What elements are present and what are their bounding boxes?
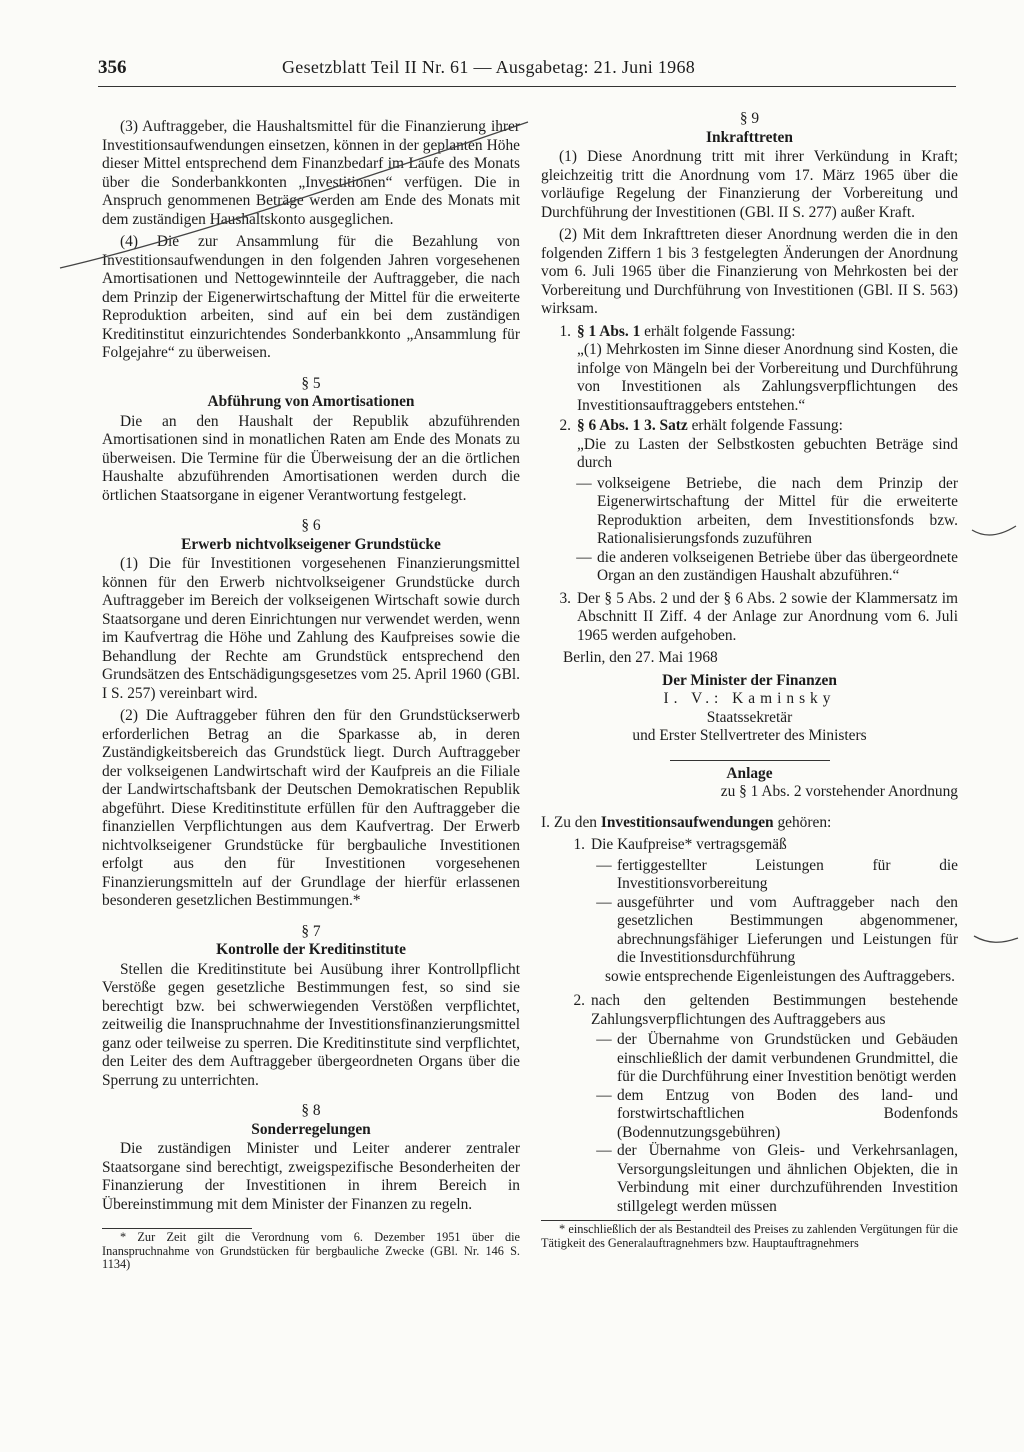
page-number: 356 bbox=[98, 57, 127, 78]
item-1-lead: erhält folgende Fassung: bbox=[640, 322, 796, 340]
divider bbox=[670, 760, 830, 761]
item-number: 2. bbox=[573, 992, 585, 1009]
place-date: Berlin, den 27. Mai 1968 bbox=[563, 649, 718, 666]
item-1-reference: § 1 Abs. 1 bbox=[577, 322, 641, 340]
dash-item: — ausgeführter und vom Auftraggeber nach den gesetzlichen Bestimmungen abgenommener, abrechnungsfähiger Lieferungen und Leistungen für die Investitionsdurchführung bbox=[596, 893, 958, 966]
section-7-text: Stellen die Kreditinstitute bei Ausübung ihrer Kontrollpflicht Verstöße gegen gesetzliche Bestimmungen fest, so sind sie berechtigt bzw. bei schwerwiegenden Verstößen verpflichtet, zeitweilig die Inanspruchnahme der Investitionsfinanzierungsmittel ganz oder teilweise zu sperren. Die Kreditinstitute sind verpflichtet, den Leiter des dem Auftraggeber übergeordneten Organs über die Sperrung zu unterrichten. bbox=[102, 960, 520, 1089]
section-9-paragraph-2: (2) Mit dem Inkrafttreten dieser Anordnung werden die in den folgenden Ziffern 1 bis 3 festgelegten Änderungen der Anordnung vom 6. Juli 1965 über die Finanzierung von Mehrkosten bei der Vorbereitung und Durchführung von Investitionen (GBl. II S. 563) wirksam. bbox=[541, 226, 958, 317]
footnote-rule bbox=[541, 1220, 691, 1221]
section-5-number: § 5 bbox=[301, 374, 321, 392]
item-number: 2. bbox=[559, 417, 571, 434]
footnote-left: * Zur Zeit gilt die Verordnung vom 6. Dezember 1951 über die Inanspruchnahme von Grundstücken für bergbauliche Zwecke (GBl. Nr. 146 S. 1134) bbox=[102, 1230, 520, 1271]
annex-item-1-tail: sowie entsprechende Eigenleistungen des Auftraggebers. bbox=[605, 967, 956, 985]
section-5-title: Abführung von Amortisationen bbox=[207, 393, 415, 410]
amendment-item-1 bbox=[541, 323, 958, 416]
annex-heading bbox=[541, 814, 958, 833]
annex-title: Anlage bbox=[726, 764, 773, 782]
section-8-number: § 8 bbox=[301, 1102, 321, 1119]
amendment-item-2 bbox=[541, 417, 958, 473]
amendment-item-3 bbox=[541, 590, 958, 646]
item-2-reference: § 6 Abs. 1 3. Satz bbox=[577, 417, 688, 434]
annex-item-2-dash-3: der Übernahme von Gleis- und Verkehrsanlagen, Versorgungsleitungen und ähnlichen Objekten, die in Verbindung mit einer durchzuführenden Investition stillgelegt werden müssen bbox=[617, 1142, 958, 1215]
signer-role: und Erster Stellvertreter des Ministers bbox=[632, 727, 867, 744]
annex-reference: zu § 1 Abs. 2 vorstehender Anordnung bbox=[720, 783, 958, 800]
section-9-paragraph-1: (1) Diese Anordnung tritt mit ihrer Verkündung in Kraft; gleichzeitig tritt die Anordnung vom 17. März 1965 über die vorläufige Regelung der Finanzierung der Vorbereitung und Durchführung der Investitionen (GBl. II S. 277) außer Kraft. bbox=[541, 148, 958, 221]
item-2-dash-2: die anderen volkseigenen Betriebe über das übergeordnete Organ an den zuständigen Haushalt abzuführen.“ bbox=[597, 548, 958, 584]
annex-item-1 bbox=[555, 836, 958, 855]
section-5-text: Die an den Haushalt der Republik abzuführenden Amortisationen sind in monatlichen Raten am Ende des Monats zu überweisen. Die Termine für die Überweisung der an die örtlichen Haushalte abzuführenden Amortisationen werden durch die örtlichen Staatsorgane in eigener Verantwortung festgelegt. bbox=[102, 412, 520, 504]
section-6-number: § 6 bbox=[301, 517, 321, 534]
item-number: 1. bbox=[559, 322, 571, 340]
right-column bbox=[541, 110, 958, 1250]
section-6-paragraph-2: (2) Die Auftraggeber führen den für den Grundstückserwerb erforderlichen Betrag an die Sparkasse ab, in deren Zuständigkeitsbereich das Grundstück liegt. Durch Auftraggeber der volkseigenen Landwirtschaft wird der Kaufpreis an die Filiale der Landwirtschaftsbank der Deutschen Demokratischen Republik abgeführt. Diese Kreditinstitute erfüllen für den Auftraggeber die finanziellen Verpflichtungen aus dem Kaufvertrag. Der Erwerb nichtvolkseigener Grundstücke für bergbauliche Investitionen erfolgt aus den für Investitionen vorgesehenen Finanzierungsmitteln auf der Grundlage der hierfür erlassenen besonderen gesetzlichen Bestimmungen.* bbox=[102, 707, 520, 909]
section-7-number: § 7 bbox=[301, 922, 321, 940]
annex-item-2-text: nach den geltenden Bestimmungen bestehende Zahlungsverpflichtungen des Auftraggebers aus bbox=[591, 992, 958, 1028]
annex-item-1-dash-1: fertiggestellter Leistungen für die Investitionsvorbereitung bbox=[617, 856, 958, 892]
margin-tick-mark bbox=[972, 526, 1016, 535]
signer-title: Staatssekretär bbox=[706, 708, 793, 726]
paragraph-4: (4) Die zur Ansammlung für die Bezahlung von Investitionsaufwendungen in den folgenden Jahren vorgesehenen Amortisationen und Nettogewinnteile der Auftraggeber, die nach dem Prinzip der Eigenerwirtschaftung der Mittel für die erweiterte Reproduktion arbeiten, sind auf ein bei dem zuständigen Kreditinstitut einzurichtendes Sonderbankkonto „Ansammlung für Folgejahre“ zu überweisen. bbox=[102, 233, 520, 361]
annex-item-1-text: Die Kaufpreise* vertragsgemäß bbox=[591, 836, 787, 853]
dash-item: — der Übernahme von Gleis- und Verkehrsanlagen, Versorgungsleitungen und ähnlichen Objekten, die in Verbindung mit einer durchzuführenden Investition stillgelegt werden müssen bbox=[596, 1142, 958, 1215]
dash-item: — volkseigene Betriebe, die nach dem Prinzip der Eigenerwirtschaftung der Mittel für die erweiterte Reproduktion arbeiten, dem Investitionsfonds bzw. Rationalisierungsfonds zuzuführen bbox=[576, 474, 958, 547]
annex-item-2-dash-2: dem Entzug von Boden des land- und forstwirtschaftlichen Bodenfonds (Bodennutzungsgebühren) bbox=[617, 1086, 958, 1141]
dash-item: — die anderen volkseigenen Betriebe über das übergeordnete Organ an den zuständigen Haushalt abzuführen.“ bbox=[576, 548, 958, 584]
item-2-quote: „Die zu Lasten der Selbstkosten gebuchten Beträge sind durch bbox=[577, 435, 958, 471]
signer-organization: Der Minister der Finanzen bbox=[662, 671, 837, 689]
dash-item: — fertiggestellter Leistungen für die Investitionsvorbereitung bbox=[596, 856, 958, 892]
section-6-paragraph-1: (1) Die für Investitionen vorgesehenen Finanzierungsmittel können für den Erwerb nichtvolkseigener Grundstücke durch Auftraggeber im Bereich der volkseigenen Wirtschaft sowie durch Staatsorgane und deren Einrichtungen nur verwendet werden, wenn im Kaufvertrag die Höhe und Zahlung des Kaufpreises sowie die Behandlung der Rechte am Grundstück entsprechend den Grundsätzen des Entschädigungsgesetzes vom 25. April 1960 (GBl. I S. 257) vereinbart wird. bbox=[102, 555, 520, 702]
annex-heading-pre: I. Zu den bbox=[541, 813, 601, 831]
item-2-dash-1: volkseigene Betriebe, die nach dem Prinzip der Eigenerwirtschaftung der Mittel für die erweiterte Reproduktion arbeiten, dem Investitionsfonds bzw. Rationalisierungsfonds zuzuführen bbox=[597, 474, 958, 547]
annex-item-1-dash-2: ausgeführter und vom Auftraggeber nach den gesetzlichen Bestimmungen abgenommener, abrechnungsfähiger Lieferungen und Leistungen für die Investitionsdurchführung bbox=[617, 893, 958, 966]
section-7-title: Kontrolle der Kreditinstitute bbox=[216, 941, 406, 958]
dash-item: — der Übernahme von Grundstücken und Gebäuden einschließlich der damit verbundenen Grundmittel, die für die Durchführung einer Investition benötigt werden bbox=[596, 1031, 958, 1085]
annex-item-2 bbox=[555, 992, 958, 1029]
section-8-title: Sonderregelungen bbox=[251, 1120, 371, 1138]
annex-heading-post: gehören: bbox=[773, 813, 832, 831]
section-9-number: § 9 bbox=[739, 110, 760, 127]
section-8-text: Die zuständigen Minister und Leiter anderer zentraler Staatsorgane sind berechtigt, zweigspezifische Besonderheiten der Finanzierung der Investitionen in ihrem Bereich in Übereinstimmung mit dem Minister der Finanzen zu regeln. bbox=[102, 1140, 520, 1213]
item-number: 3. bbox=[559, 589, 571, 607]
item-number: 1. bbox=[573, 836, 585, 853]
item-1-quote: „(1) Mehrkosten im Sinne dieser Anordnung sind Kosten, die infolge von Mängeln bei der Vorbereitung und Durchführung von Investitionen als Zahlungsverpflichtungen des Investitionsauftraggebers entstehen.“ bbox=[577, 341, 958, 414]
section-9-title: Inkrafttreten bbox=[706, 128, 793, 146]
running-title: Gesetzblatt Teil II Nr. 61 — Ausgabetag: 21. Juni 1968 bbox=[282, 57, 696, 77]
annex-heading-bold: Investitionsaufwendungen bbox=[600, 813, 774, 831]
paragraph-3: (3) Auftraggeber, die Haushaltsmittel für die Finanzierung ihrer Investitionsaufwendungen einsetzen, können in der geplanten Höhe dieser Mittel entsprechend dem Finanzbedarf im Laufe des Monats über die Sonderbankkonten „Investitionen“ verfügen. Die in Anspruch genommenen Beträge werden am Ende des Monats mit dem zuständigen Haushaltskonto ausgeglichen. bbox=[102, 118, 520, 228]
margin-tick-mark bbox=[974, 936, 1018, 942]
item-3-text: Der § 5 Abs. 2 und der § 6 Abs. 2 sowie der Klammersatz im Abschnitt II Ziff. 4 der Anlage zur Anordnung vom 6. Juli 1965 werden aufgehoben. bbox=[577, 589, 958, 644]
annex-item-2-dash-1: der Übernahme von Grundstücken und Gebäuden einschließlich der damit verbundenen Grundmittel, die für die Durchführung einer Investition benötigt werden bbox=[617, 1031, 958, 1085]
signer-name: I. V.: Kaminsky bbox=[663, 690, 836, 707]
section-6-title: Erwerb nichtvolkseigener Grundstücke bbox=[181, 535, 441, 553]
footnote-rule bbox=[102, 1228, 252, 1229]
item-2-lead: erhält folgende Fassung: bbox=[687, 417, 843, 434]
header-rule bbox=[98, 86, 956, 87]
dash-item: — dem Entzug von Boden des land- und forstwirtschaftlichen Bodenfonds (Bodennutzungsgebühren) bbox=[596, 1086, 958, 1141]
footnote-right: * einschließlich der als Bestandteil des Preises zu zahlenden Vergütungen für die Tätigkeit des Generalauftragnehmers bzw. Hauptauftragnehmers bbox=[541, 1222, 958, 1250]
left-column bbox=[102, 118, 520, 1272]
